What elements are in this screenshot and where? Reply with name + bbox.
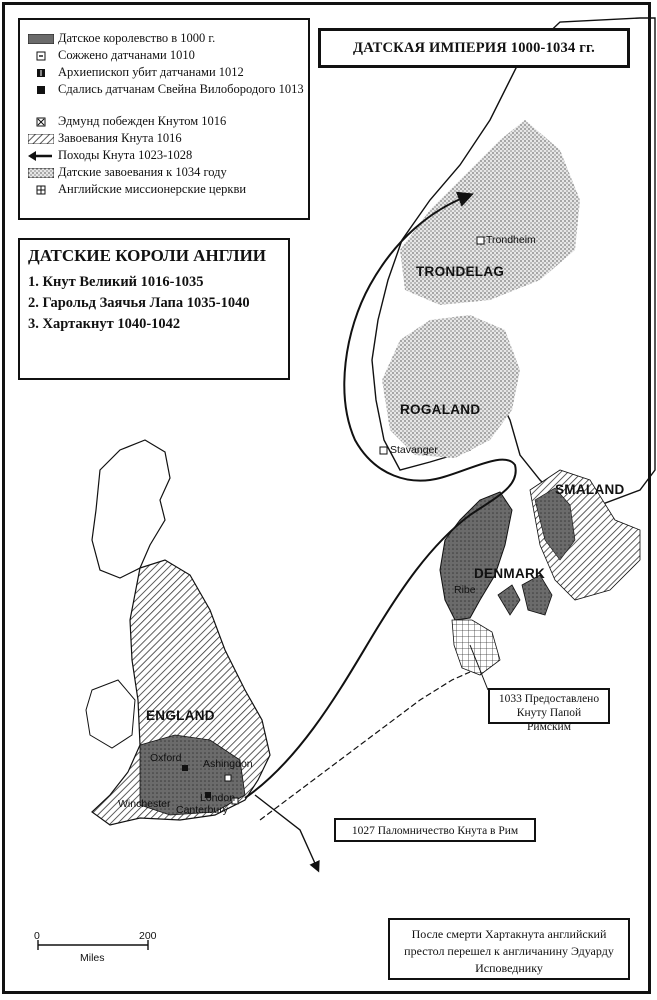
legend-label: Походы Кнута 1023-1028: [58, 148, 193, 162]
king-item: 2. Гарольд Заячья Лапа 1035-1040: [28, 295, 250, 311]
region-label-denmark: DENMARK: [474, 566, 546, 581]
map-title: ДАТСКАЯ ИМПЕРИЯ 1000-1034 гг.: [318, 28, 630, 68]
legend-label: Датское королевство в 1000 г.: [58, 31, 216, 45]
legend-item: [28, 64, 300, 81]
scale-start-label: 0: [34, 930, 40, 942]
note-pope: 1033 Предоставлено Кнуту Папой Римским: [488, 688, 610, 724]
king-item: 3. Хартакнут 1040-1042: [28, 316, 181, 332]
oxford-marker: [182, 765, 188, 771]
legend-item: [28, 130, 300, 147]
legend-item: [28, 47, 300, 64]
surrender-icon: [28, 85, 54, 95]
archbishop-icon: [28, 68, 54, 78]
hatched-fill-swatch: [28, 134, 54, 144]
church-icon: [28, 185, 54, 195]
legend-label: Английские миссионерские церкви: [58, 182, 247, 196]
legend-item: [28, 164, 300, 181]
wales-land: [86, 680, 135, 748]
region-label-trondelag: TRONDELAG: [416, 264, 505, 279]
scotland-land: [92, 440, 170, 578]
legend-label: Сожжено датчанами 1010: [58, 48, 195, 62]
scale-end-label: 200: [139, 930, 157, 942]
region-label-england: ENGLAND: [146, 708, 215, 723]
rome-route: [255, 795, 318, 870]
legend-label: Завоевания Кнута 1016: [58, 131, 182, 145]
scale-bar: [38, 940, 148, 950]
kings-box: [18, 238, 290, 380]
note-final: После смерти Хартакнута английский престол перешел к англичанину Эдуарду Исповеднику: [388, 918, 630, 980]
schleswig-area: [452, 620, 500, 675]
danish-islands: [498, 575, 552, 615]
king-item: 1. Кнут Великий 1016-1035: [28, 274, 204, 290]
legend-item: [28, 113, 300, 130]
kings-title: ДАТСКИЕ КОРОЛИ АНГЛИИ: [28, 246, 267, 265]
region-label-rogaland: ROGALAND: [400, 402, 481, 417]
city-label-oxford: Oxford: [150, 752, 182, 764]
city-label-canterbury: Canterbury: [176, 804, 228, 816]
burn-icon: [28, 51, 54, 61]
city-label-london: London: [200, 792, 236, 804]
region-label-smaland: SMALAND: [555, 482, 625, 497]
city-label-ribe: Ribe: [454, 584, 476, 596]
legend-item: [28, 30, 300, 47]
legend: [18, 18, 310, 220]
trondheim-marker: [477, 237, 484, 244]
note-rome: 1027 Паломничество Кнута в Рим: [334, 818, 536, 842]
city-label-winchester: Winchester: [118, 798, 171, 810]
scale-unit-label: Miles: [80, 952, 105, 964]
stavanger-marker: [380, 447, 387, 454]
legend-item: [28, 181, 300, 198]
legend-label: Эдмунд побежден Кнутом 1016: [58, 114, 227, 128]
city-label-stavanger: Stavanger: [390, 444, 438, 456]
legend-label: Датские завоевания к 1034 году: [58, 165, 227, 179]
continent-coast: [260, 672, 470, 820]
legend-label: Архиепископ убит датчанами 1012: [58, 65, 244, 79]
legend-label: Сдались датчанам Свейна Вилобородого 1013: [58, 82, 304, 96]
city-label-ashingdon: Ashingdon: [203, 758, 253, 770]
arrow-icon: [28, 151, 54, 161]
legend-item: [28, 147, 300, 164]
legend-item: [28, 81, 304, 113]
dotted-fill-swatch: [28, 168, 54, 178]
defeat-icon: [28, 117, 54, 127]
city-label-trondheim: Trondheim: [486, 234, 536, 246]
dark-fill-swatch: [28, 34, 54, 44]
ashingdon-marker: [225, 775, 231, 781]
